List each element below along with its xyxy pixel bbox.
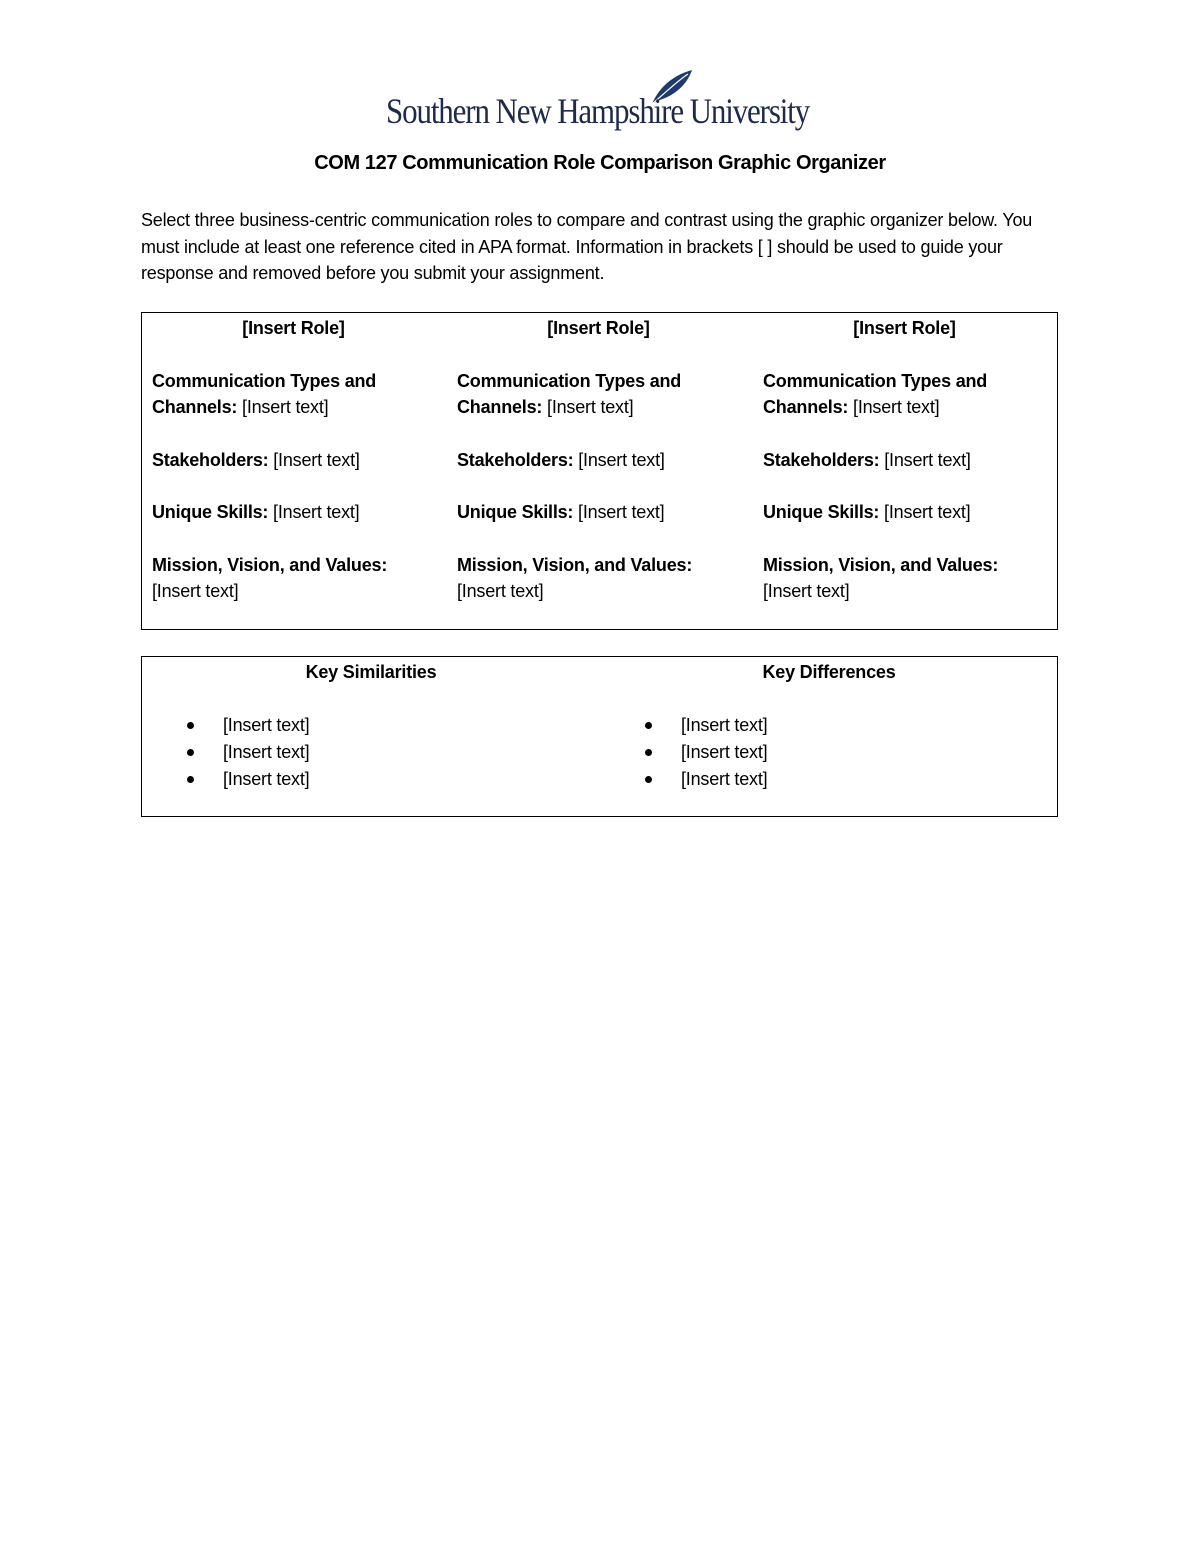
similarities-heading: Key Similarities (305, 662, 437, 682)
skills-field (457, 499, 757, 526)
stakeholders-field (457, 447, 757, 474)
field-label: Unique Skills: (457, 502, 574, 522)
roles-comparison-table (141, 312, 1058, 630)
field-label: Stakeholders: (457, 449, 574, 470)
field-label: Mission, Vision, and Values: (457, 554, 693, 575)
mission-field (763, 552, 1063, 605)
field-label: Communication Types and Channels: (457, 370, 682, 417)
field-value: [Insert text] (848, 397, 940, 417)
stakeholders-field (763, 447, 1063, 474)
university-logo (386, 68, 816, 140)
mission-field (152, 552, 452, 605)
field-label: Stakeholders: (763, 449, 880, 470)
bullet-icon (645, 776, 652, 783)
differences-heading: Key Differences (762, 662, 896, 682)
field-value: [Insert text] (237, 397, 329, 417)
bullet-icon (187, 722, 194, 729)
similarities-column (142, 657, 582, 793)
differences-column (600, 657, 1040, 793)
mission-field (457, 552, 757, 605)
field-label: Unique Skills: (152, 502, 269, 522)
list-item-text: [Insert text] (223, 715, 310, 735)
similarities-list (142, 712, 582, 793)
communication-field (152, 368, 452, 421)
list-item (600, 739, 1040, 766)
list-item (142, 739, 582, 766)
role-heading: [Insert Role] (242, 318, 345, 338)
logo-wordmark: Southern New Hampshire University (386, 91, 810, 131)
bullet-icon (187, 776, 194, 783)
field-value: [Insert text] (152, 581, 239, 601)
skills-field (152, 499, 452, 526)
similarities-differences-table (141, 656, 1058, 817)
field-value: [Insert text] (268, 502, 360, 522)
list-item-text: [Insert text] (681, 742, 768, 762)
communication-field (763, 368, 1063, 421)
field-label: Stakeholders: (152, 449, 269, 470)
list-item (600, 712, 1040, 739)
stakeholders-field (152, 447, 452, 474)
role-heading: [Insert Role] (853, 318, 956, 338)
field-label: Mission, Vision, and Values: (763, 554, 999, 575)
list-item (600, 766, 1040, 793)
bullet-icon (645, 722, 652, 729)
list-item-text: [Insert text] (681, 715, 768, 735)
field-value: [Insert text] (573, 449, 665, 470)
field-label: Mission, Vision, and Values: (152, 554, 388, 575)
field-value: [Insert text] (457, 581, 544, 601)
field-value: [Insert text] (268, 449, 360, 470)
role-column (152, 313, 452, 605)
bullet-icon (187, 749, 194, 756)
role-column (457, 313, 757, 605)
list-item-text: [Insert text] (681, 769, 768, 789)
bullet-icon (645, 749, 652, 756)
list-item (142, 712, 582, 739)
list-item (142, 766, 582, 793)
field-value: [Insert text] (542, 397, 634, 417)
field-label: Communication Types and Channels: (152, 370, 377, 417)
field-label: Unique Skills: (763, 502, 880, 522)
list-item-text: [Insert text] (223, 769, 310, 789)
instructions-paragraph: Select three business-centric communication roles to compare and contrast using the graphic organizer below. You must include at least one reference cited in APA format. Information in brackets [ ] should be used to guide your response and removed before you submit your assignment. (141, 210, 1033, 283)
differences-list (600, 712, 1040, 793)
list-item-text: [Insert text] (223, 742, 310, 762)
skills-field (763, 499, 1063, 526)
communication-field (457, 368, 757, 421)
field-value: [Insert text] (879, 449, 971, 470)
field-label: Communication Types and Channels: (763, 370, 988, 417)
field-value: [Insert text] (573, 502, 665, 522)
field-value: [Insert text] (763, 581, 850, 601)
role-heading: [Insert Role] (547, 318, 650, 338)
role-column (763, 313, 1063, 605)
page-title: COM 127 Communication Role Comparison Graphic Organizer (314, 152, 886, 174)
field-value: [Insert text] (879, 502, 971, 522)
